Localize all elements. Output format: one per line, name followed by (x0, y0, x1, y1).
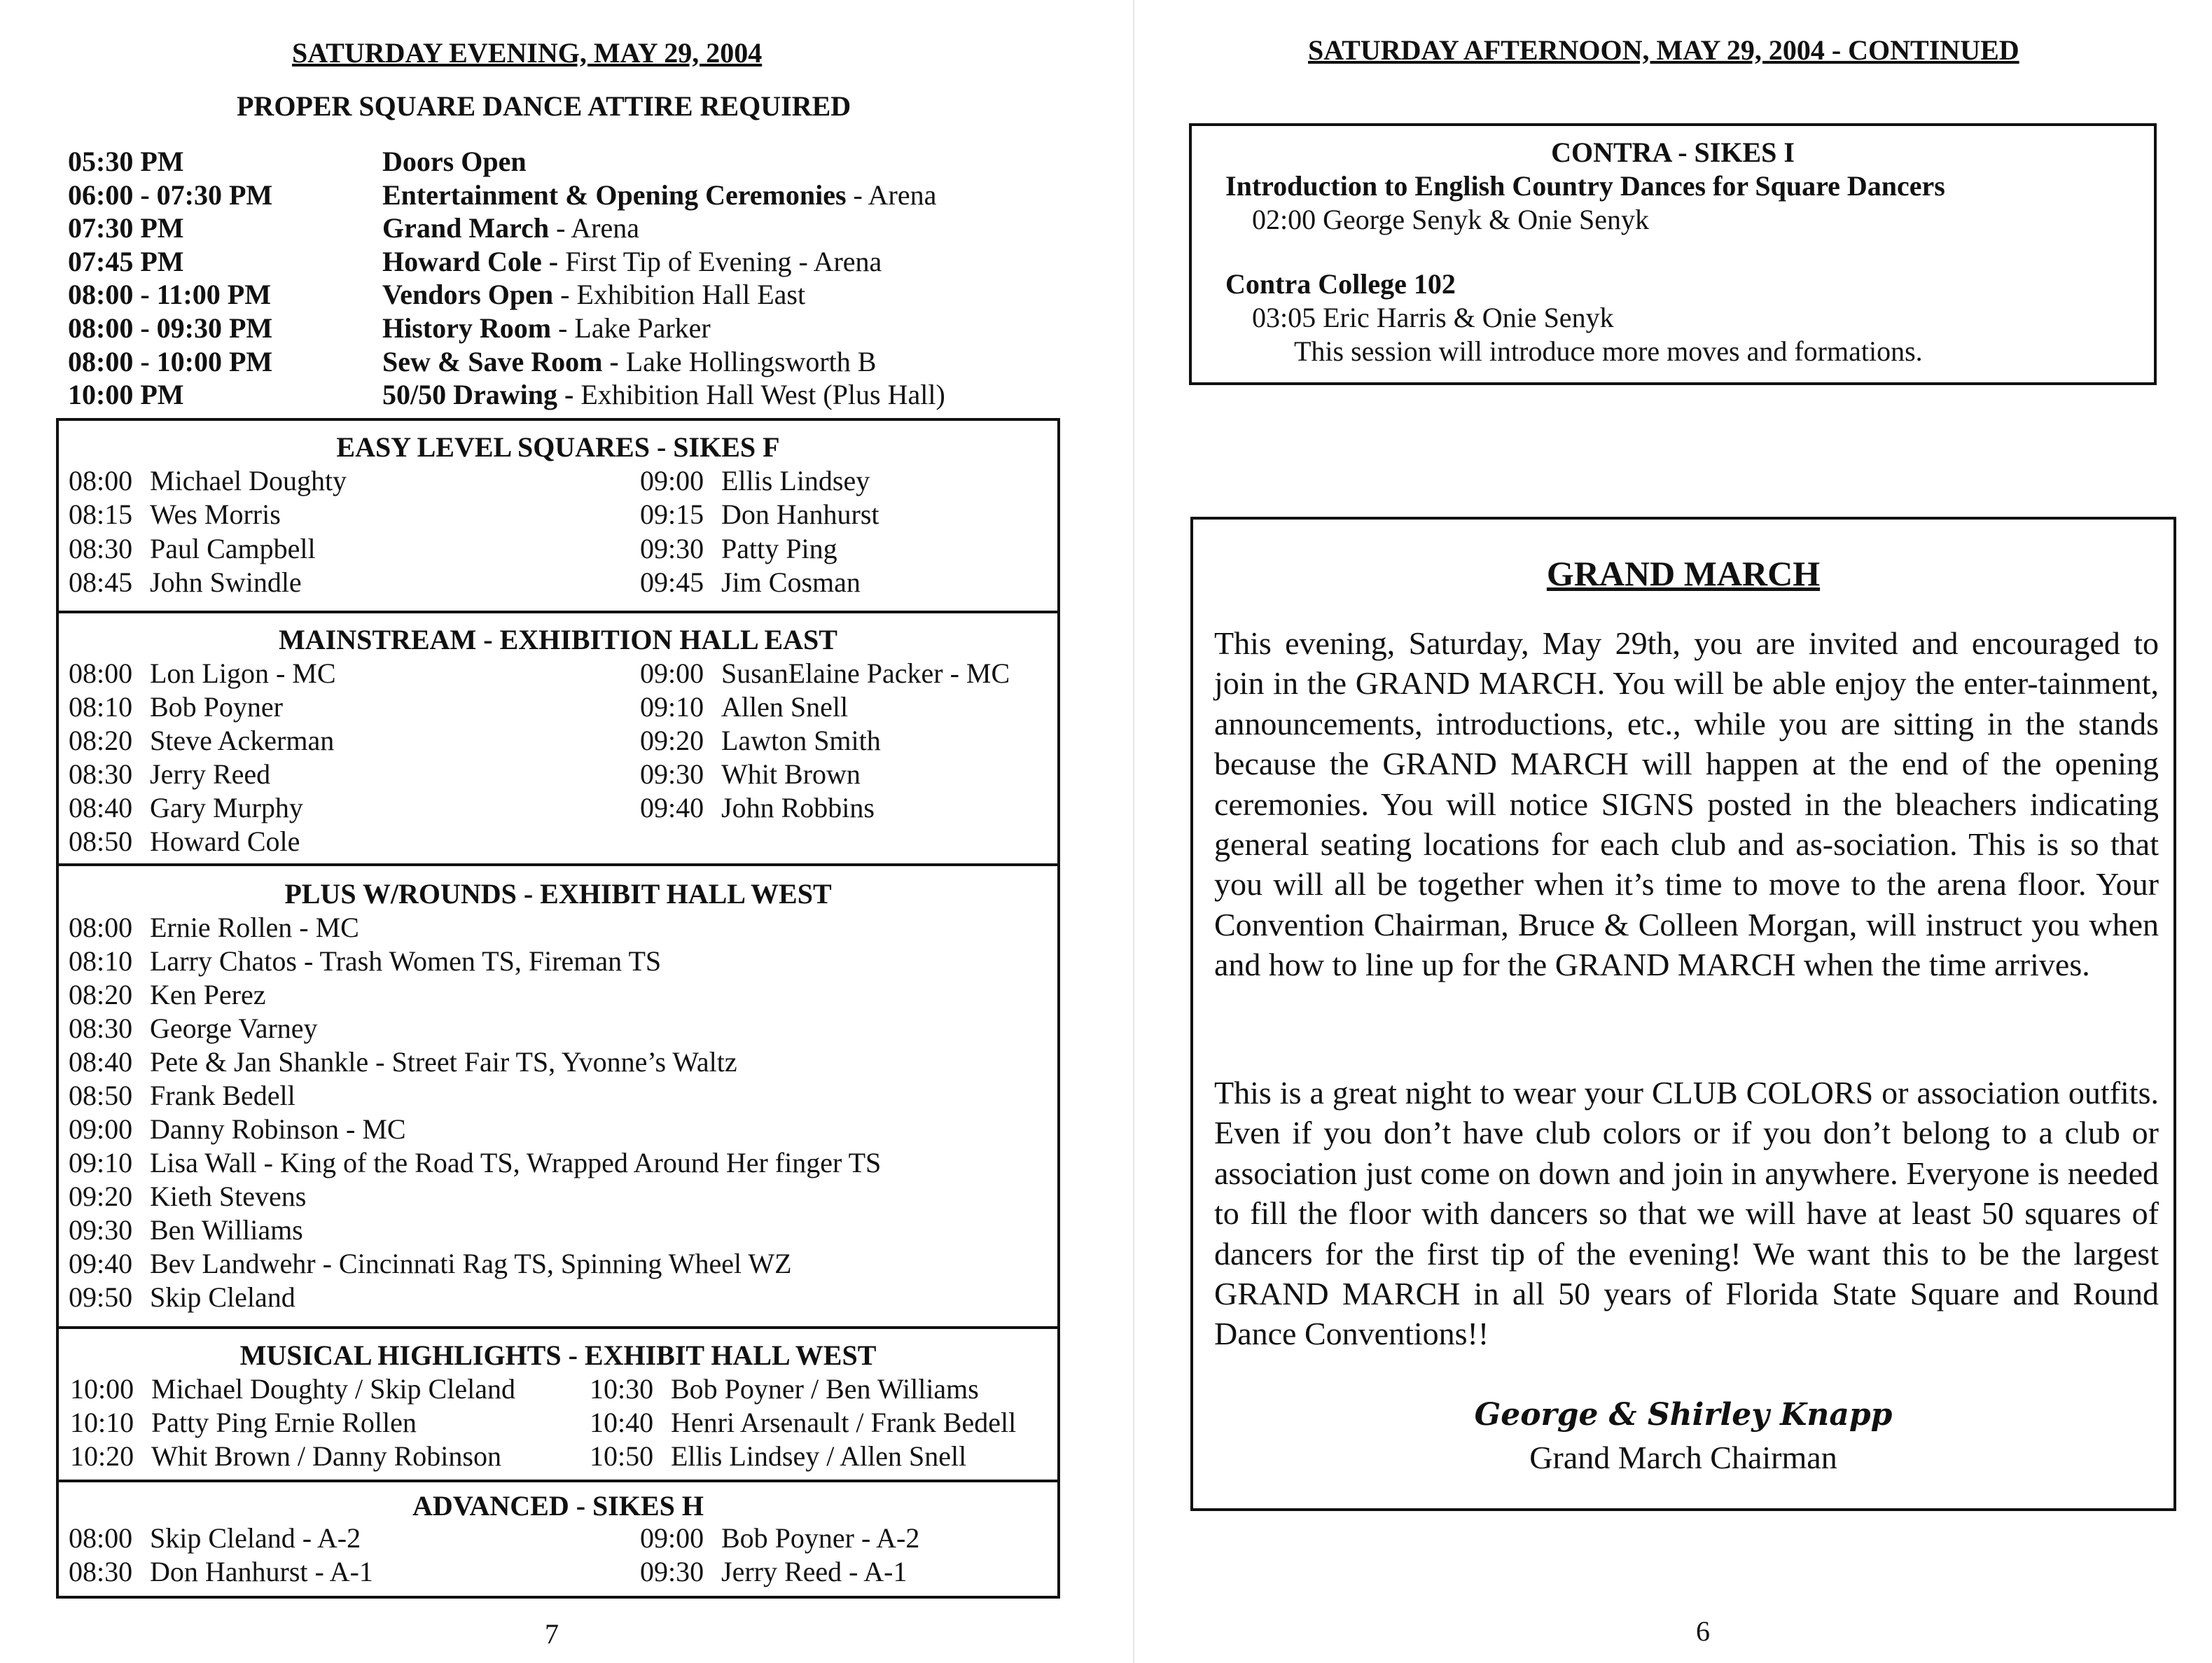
schedule-entry: 09:40 John Robbins (640, 792, 875, 823)
schedule-entry: 08:20 Ken Perez (69, 979, 266, 1010)
schedule-time: 08:00 - 10:00 PM (68, 345, 273, 377)
schedule-entry: 09:40 Bev Landwehr - Cincinnati Rag TS, Spinning Wheel WZ (69, 1248, 792, 1279)
schedule-entry: 10:00 Michael Doughty / Skip Cleland (70, 1373, 515, 1405)
plus-rounds-title: PLUS W/ROUNDS - EXHIBIT HALL WEST (284, 878, 832, 910)
mainstream-box (56, 611, 1060, 866)
schedule-entry: 10:40 Henri Arsenault / Frank Bedell (590, 1407, 1017, 1438)
contra-session-1-line: 02:00 George Senyk & Onie Senyk (1252, 204, 1649, 235)
schedule-entry: 09:00 SusanElaine Packer - MC (640, 657, 1010, 689)
schedule-entry: 10:10 Patty Ping Ernie Rollen (70, 1407, 417, 1438)
schedule-entry: 09:00 Danny Robinson - MC (69, 1113, 406, 1145)
schedule-entry: 08:00 Lon Ligon - MC (69, 657, 336, 689)
contra-box (1189, 123, 2157, 385)
contra-title: CONTRA - SIKES I (1551, 137, 1795, 168)
schedule-time: 07:30 PM (68, 212, 184, 244)
schedule-entry: 10:20 Whit Brown / Danny Robinson (70, 1440, 501, 1472)
grand-march-paragraph-1: This evening, Saturday, May 29th, you are invited and encouraged to join in the GRAND MARCH. You will be able enjoy the enter-tainment, announcements, introductions, etc., while you are sitting in the stands because the GRAND MARCH will happen at the end of the opening ceremonies. You will notice SIGNS posted in the bleachers indicating general seating locations for each club and as-sociation. This is so that you will all be together when it’s time to move to the arena floor. Your Convention Chairman, Bruce & Colleen Morgan, will instruct you when and how to line up for the GRAND MARCH when the time arrives. (1214, 625, 2159, 983)
schedule-event: Doors Open (382, 146, 527, 177)
schedule-event: History Room - Lake Parker (382, 312, 711, 344)
contra-session-1-title: Introduction to English Country Dances for Square Dancers (1225, 170, 1945, 202)
grand-march-paragraph-2: This is a great night to wear your CLUB COLORS or association outfits. Even if you don’t have club colors or if you don’t belong to a club or association just come on down and join in anywhere. Everyone is needed to fill the floor with dancers so that we will have at least 50 squares of dancers for the first tip of the evening! We want this to be the largest GRAND MARCH in all 50 years of Florida State Square and Round Dance Conventions!! (1214, 1075, 2159, 1352)
advanced-title: ADVANCED - SIKES H (412, 1490, 704, 1522)
schedule-entry: 10:50 Ellis Lindsey / Allen Snell (590, 1440, 967, 1472)
left-page-heading: SATURDAY EVENING, MAY 29, 2004 (292, 37, 763, 69)
schedule-entry: 09:20 Kieth Stevens (69, 1181, 307, 1212)
schedule-time: 08:00 - 11:00 PM (68, 279, 271, 311)
schedule-entry: 09:30 Patty Ping (640, 532, 837, 564)
schedule-entry: 09:30 Ben Williams (69, 1214, 303, 1246)
schedule-entry: 08:15 Wes Morris (69, 499, 281, 531)
page-number: 7 (545, 1618, 559, 1650)
plus-rounds-box (56, 863, 1060, 1329)
page-number: 6 (1696, 1615, 1710, 1647)
schedule-entry: 08:00 Skip Cleland - A-2 (69, 1522, 361, 1554)
grand-march-box (1190, 517, 2176, 1511)
schedule-time: 10:00 PM (68, 379, 184, 411)
schedule-entry: 08:40 Pete & Jan Shankle - Street Fair TS, Yvonne’s Waltz (69, 1046, 737, 1078)
schedule-entry: 09:30 Whit Brown (640, 758, 861, 790)
contra-session-2-line: 03:05 Eric Harris & Onie Senyk (1252, 302, 1614, 333)
schedule-entry: 08:30 Jerry Reed (69, 758, 271, 790)
schedule-event: Vendors Open - Exhibition Hall East (382, 279, 806, 311)
schedule-entry: 08:50 Frank Bedell (69, 1080, 295, 1111)
schedule-event: Sew & Save Room - Lake Hollingsworth B (382, 345, 877, 377)
schedule-entry: 08:10 Larry Chatos - Trash Women TS, Fireman TS (69, 945, 662, 977)
advanced-box (56, 1480, 1060, 1599)
schedule-entry: 09:50 Skip Cleland (69, 1281, 295, 1313)
schedule-entry: 08:30 Don Hanhurst - A-1 (69, 1556, 373, 1587)
schedule-event: Grand March - Arena (382, 212, 639, 244)
schedule-entry: 08:10 Bob Poyner (69, 691, 283, 723)
easy-level-title: EASY LEVEL SQUARES - SIKES F (336, 431, 780, 463)
mainstream-title: MAINSTREAM - EXHIBITION HALL EAST (279, 624, 837, 655)
signature-title: Grand March Chairman (1529, 1440, 1837, 1475)
schedule-time: 08:00 - 09:30 PM (68, 312, 273, 344)
schedule-entry: 08:45 John Swindle (69, 566, 302, 598)
schedule-entry: 09:20 Lawton Smith (640, 725, 881, 756)
right-page (1134, 0, 2212, 1663)
schedule-entry: 09:45 Jim Cosman (640, 566, 861, 598)
musical-highlights-title: MUSICAL HIGHLIGHTS - EXHIBIT HALL WEST (239, 1340, 877, 1371)
right-page-heading: SATURDAY AFTERNOON, MAY 29, 2004 - CONTINUED (1308, 34, 2019, 66)
schedule-entry: 08:30 George Varney (69, 1013, 318, 1044)
easy-level-box (56, 418, 1060, 613)
schedule-entry: 09:10 Lisa Wall - King of the Road TS, Wrapped Around Her finger TS (69, 1147, 882, 1178)
signature: George & Shirley Knapp (1474, 1397, 1893, 1433)
schedule-entry: 08:00 Michael Doughty (69, 465, 347, 496)
schedule-entry: 08:50 Howard Cole (69, 826, 300, 857)
grand-march-title: GRAND MARCH (1546, 554, 1821, 593)
schedule-entry: 10:30 Bob Poyner / Ben Williams (590, 1373, 979, 1405)
musical-highlights-box (56, 1326, 1060, 1482)
schedule-time: 07:45 PM (68, 245, 184, 277)
schedule-event: Howard Cole - First Tip of Evening - Arena (382, 245, 882, 277)
schedule-event: 50/50 Drawing - Exhibition Hall West (Plus Hall) (382, 379, 945, 411)
schedule-entry: 08:00 Ernie Rollen - MC (69, 912, 359, 943)
schedule-time: 06:00 - 07:30 PM (68, 179, 273, 211)
schedule-entry: 08:20 Steve Ackerman (69, 725, 335, 756)
schedule-entry: 08:40 Gary Murphy (69, 792, 303, 823)
schedule-entry: 09:10 Allen Snell (640, 691, 849, 723)
attire-notice: PROPER SQUARE DANCE ATTIRE REQUIRED (237, 90, 851, 122)
schedule-entry: 09:00 Ellis Lindsey (640, 465, 870, 496)
contra-session-2-note: This session will introduce more moves and formations. (1294, 335, 1923, 367)
schedule-event: Entertainment & Opening Ceremonies - Arena (382, 179, 937, 211)
schedule-entry: 09:30 Jerry Reed - A-1 (640, 1556, 907, 1587)
contra-session-2-title: Contra College 102 (1225, 268, 1456, 300)
schedule-entry: 09:15 Don Hanhurst (640, 499, 879, 531)
schedule-entry: 09:00 Bob Poyner - A-2 (640, 1522, 920, 1554)
schedule-entry: 08:30 Paul Campbell (69, 532, 316, 564)
schedule-time: 05:30 PM (68, 146, 184, 177)
